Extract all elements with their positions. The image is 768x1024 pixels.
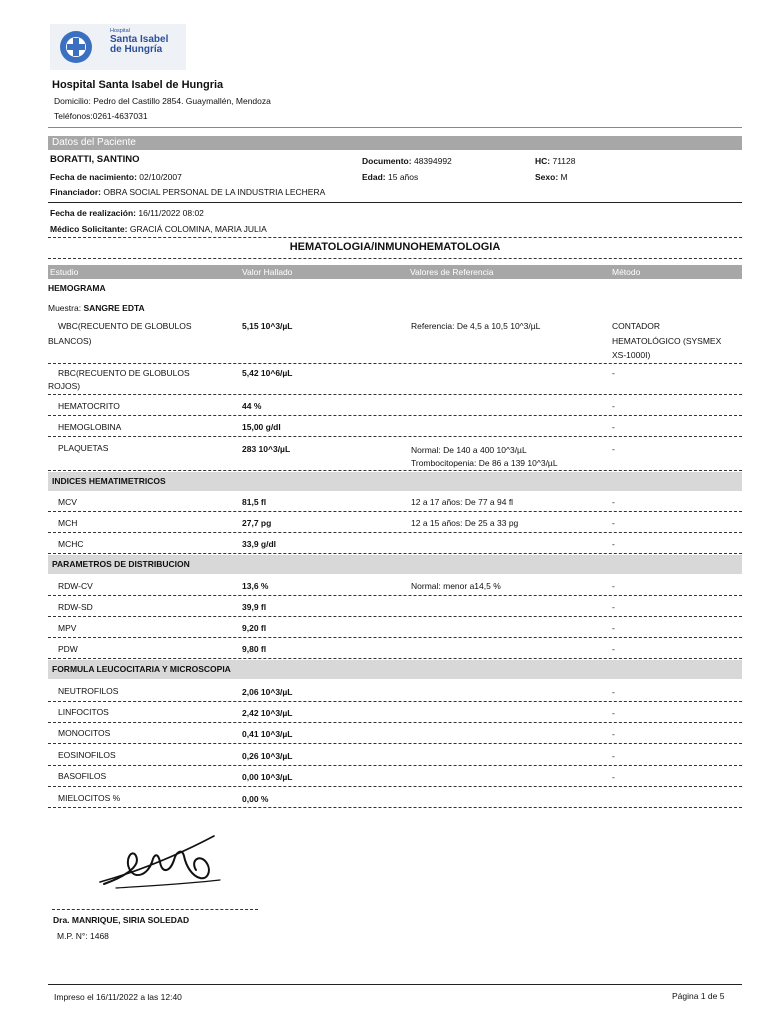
sex-value: M — [560, 172, 568, 182]
patient-document — [362, 155, 452, 167]
row-divider — [48, 532, 742, 533]
table-row-value: 0,00 % — [242, 794, 269, 804]
table-row-study: EOSINOFILOS — [58, 750, 116, 760]
patient-sex — [535, 171, 568, 183]
col-reference: Valores de Referencia — [410, 267, 494, 277]
row-divider — [48, 595, 742, 596]
header-divider — [48, 127, 742, 128]
fin-value: OBRA SOCIAL PERSONAL DE LA INDUSTRIA LECHERA — [103, 187, 326, 197]
table-row-method: - — [612, 497, 615, 507]
table-row-value: 15,00 g/dl — [242, 422, 281, 432]
birth-value: 02/10/2007 — [139, 172, 182, 182]
table-row-value: 0,26 10^3/µL — [242, 751, 293, 761]
row-divider — [48, 415, 742, 416]
date-value: 16/11/2022 08:02 — [138, 208, 204, 218]
table-row-method: - — [612, 687, 615, 697]
table-row-value: 27,7 pg — [242, 518, 272, 528]
section-distribution — [48, 555, 742, 574]
row-divider — [48, 470, 742, 471]
hc-label: HC: — [535, 156, 551, 166]
table-row-value: 0,41 10^3/µL — [242, 729, 293, 739]
table-row-value: 81,5 fl — [242, 497, 267, 507]
row-divider — [48, 701, 742, 702]
fin-label: Financiador: — [50, 187, 102, 197]
table-row-study: RDW-CV — [58, 581, 93, 591]
table-row-value: 33,9 g/dl — [242, 539, 277, 549]
sample-label: Muestra: — [48, 303, 82, 313]
hospital-logo-icon — [56, 29, 96, 65]
table-row-value: 0,00 10^3/µL — [242, 772, 293, 782]
doctor-divider — [48, 237, 742, 238]
table-row-value: 5,15 10^3/µL — [242, 321, 293, 331]
table-row-value: 2,42 10^3/µL — [242, 708, 293, 718]
table-row-study: MONOCITOS — [58, 728, 111, 738]
table-row-method: - — [612, 581, 615, 591]
doctor-label: Médico Solicitante: — [50, 224, 128, 234]
table-row-study: BASOFILOS — [58, 771, 107, 781]
logo-line-1: Santa Isabel — [110, 33, 169, 45]
table-row-study: MCHC — [58, 539, 84, 549]
table-row-study: RDW-SD — [58, 602, 93, 612]
table-row-value: 9,20 fl — [242, 623, 267, 633]
doc-label: Documento: — [362, 156, 412, 166]
row-divider — [48, 637, 742, 638]
table-row-value: 13,6 % — [242, 581, 269, 591]
group-hemograma: HEMOGRAMA — [48, 283, 106, 293]
table-row-method: - — [612, 444, 615, 454]
page-number: Página 1 de 5 — [672, 991, 725, 1001]
exam-date — [50, 207, 204, 219]
table-row-study: LINFOCITOS — [58, 707, 109, 717]
section-formula — [48, 660, 742, 679]
table-row-reference: Normal: menor a14,5 % — [411, 581, 501, 591]
row-divider — [48, 743, 742, 744]
table-row-value: 2,06 10^3/µL — [242, 687, 293, 697]
table-row-method-2: HEMATOLÓGICO (SYSMEX — [612, 336, 722, 346]
age-label: Edad: — [362, 172, 386, 182]
signature-line — [52, 909, 258, 910]
table-row-study: MCV — [58, 497, 77, 507]
table-row-study: PDW — [58, 644, 78, 654]
table-row-reference-2: Trombocitopenia: De 86 a 139 10^3/µL — [411, 458, 558, 468]
table-row-value: 39,9 fl — [242, 602, 267, 612]
table-row-method-3: XS-1000I) — [612, 350, 651, 360]
table-row-method: - — [612, 751, 615, 761]
table-row-reference: Normal: De 140 a 400 10^3/µL — [411, 445, 527, 455]
row-divider — [48, 616, 742, 617]
patient-section-title: Datos del Paciente — [52, 137, 136, 148]
handwritten-signature — [96, 826, 226, 898]
table-row-value: 9,80 fl — [242, 644, 267, 654]
patient-financier — [50, 186, 325, 198]
footer-divider — [48, 984, 742, 985]
date-label: Fecha de realización: — [50, 208, 136, 218]
table-row-method: - — [612, 623, 615, 633]
section-indices-title: INDICES HEMATIMETRICOS — [52, 476, 166, 486]
table-row-study-cont: ROJOS) — [48, 381, 81, 391]
patient-birth — [50, 171, 182, 183]
sex-label: Sexo: — [535, 172, 559, 182]
hospital-logo — [50, 24, 186, 70]
table-row-method: - — [612, 401, 615, 411]
table-row-method: - — [612, 539, 615, 549]
patient-section-bar — [48, 136, 742, 150]
table-row-method: - — [612, 644, 615, 654]
row-divider — [48, 511, 742, 512]
hospital-address: Domicilio: Pedro del Castillo 2854. Guaymallén, Mendoza — [54, 96, 271, 106]
title-divider — [48, 258, 742, 259]
table-row-study-cont: BLANCOS) — [48, 336, 92, 346]
hospital-name: Hospital Santa Isabel de Hungria — [52, 79, 224, 91]
signer-name: Dra. MANRIQUE, SIRIA SOLEDAD — [53, 915, 190, 925]
col-value: Valor Hallado — [242, 267, 293, 277]
doc-value: 48394992 — [413, 156, 452, 166]
table-row-study: HEMATOCRITO — [58, 401, 120, 411]
table-row-value: 44 % — [242, 401, 262, 411]
table-row-study: WBC(RECUENTO DE GLOBULOS — [58, 321, 192, 331]
table-row-method: - — [612, 708, 615, 718]
logo-line-2: de Hungría — [110, 44, 163, 56]
hc-value: 71128 — [552, 156, 576, 166]
section-indices — [48, 472, 742, 491]
table-row-method: CONTADOR — [612, 321, 661, 331]
report-title: HEMATOLOGIA/INMUNOHEMATOLOGIA — [289, 241, 501, 253]
table-row-study: MPV — [58, 623, 77, 633]
signer-license: M.P. N°: 1468 — [57, 931, 109, 941]
logo-small-text: Hospital — [110, 28, 130, 34]
row-divider — [48, 765, 742, 766]
table-row-method: - — [612, 368, 615, 378]
table-row-study: MCH — [58, 518, 78, 528]
row-divider — [48, 658, 742, 659]
section-distribution-title: PARAMETROS DE DISTRIBUCION — [52, 559, 190, 569]
table-row-study: PLAQUETAS — [58, 443, 109, 453]
table-row-reference: Referencia: De 4,5 a 10,5 10^3/µL — [411, 321, 541, 331]
section-formula-title: FORMULA LEUCOCITARIA Y MICROSCOPIA — [52, 664, 231, 674]
row-divider — [48, 722, 742, 723]
table-row-method: - — [612, 602, 615, 612]
table-row-study: RBC(RECUENTO DE GLOBULOS — [58, 368, 190, 378]
row-divider — [48, 436, 742, 437]
table-row-reference: 12 a 15 años: De 25 a 33 pg — [411, 518, 519, 528]
patient-divider — [48, 202, 742, 203]
column-header-bar — [48, 265, 742, 279]
printed-date: Impreso el 16/11/2022 a las 12:40 — [54, 992, 182, 1002]
col-method: Método — [612, 267, 641, 277]
sample-value: SANGRE EDTA — [83, 303, 145, 313]
row-divider — [48, 394, 742, 395]
doctor-value: GRACIÁ COLOMINA, MARIA JULIA — [129, 224, 267, 234]
row-divider — [48, 363, 742, 364]
sample-info — [48, 302, 145, 314]
patient-age — [362, 171, 418, 183]
table-row-method: - — [612, 422, 615, 432]
row-divider — [48, 807, 742, 808]
table-row-method: - — [612, 729, 615, 739]
col-study: Estudio — [50, 267, 79, 277]
table-row-study: NEUTROFILOS — [58, 686, 119, 696]
patient-name: BORATTI, SANTINO — [50, 154, 140, 165]
table-row-value: 5,42 10^6/µL — [242, 368, 293, 378]
table-row-reference: 12 a 17 años: De 77 a 94 fl — [411, 497, 514, 507]
age-value: 15 años — [388, 172, 419, 182]
table-row-value: 283 10^3/µL — [242, 444, 291, 454]
row-divider — [48, 786, 742, 787]
patient-hc — [535, 155, 576, 167]
table-row-method: - — [612, 518, 615, 528]
hospital-phones: Teléfonos:0261-4637031 — [54, 111, 148, 121]
table-row-study: MIELOCITOS % — [58, 793, 121, 803]
table-row-method: - — [612, 772, 615, 782]
row-divider — [48, 553, 742, 554]
table-row-study: HEMOGLOBINA — [58, 422, 122, 432]
requesting-doctor — [50, 223, 267, 235]
birth-label: Fecha de nacimiento: — [50, 172, 137, 182]
